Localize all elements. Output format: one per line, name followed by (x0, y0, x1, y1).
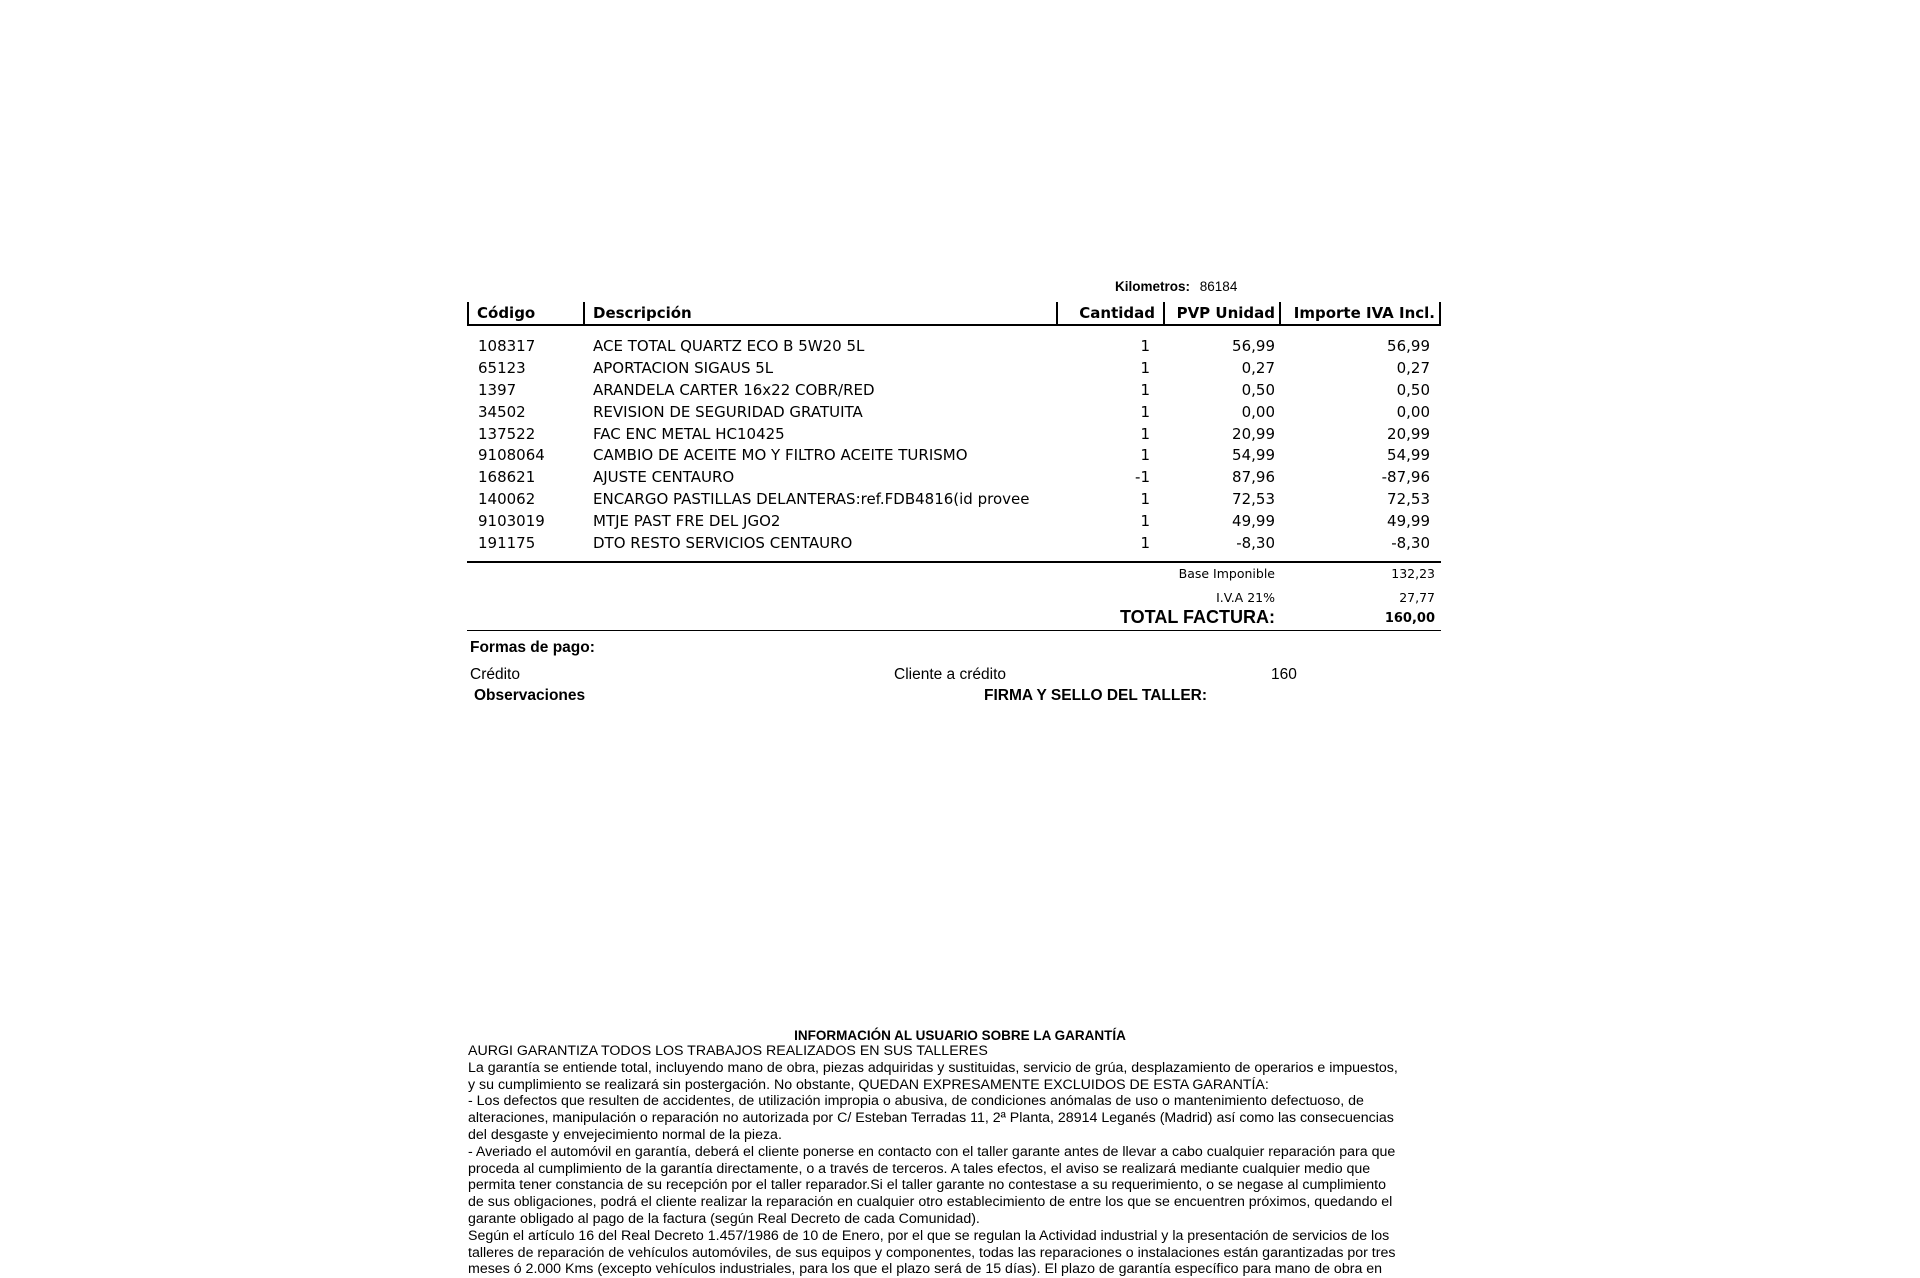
cell-pvp: 0,27 (1241, 358, 1275, 377)
cell-codigo: 140062 (478, 490, 536, 509)
table-row (467, 489, 1441, 511)
guarantee-text (468, 1043, 1473, 1278)
cell-importe: 0,50 (1396, 380, 1430, 399)
cell-importe: 49,99 (1387, 512, 1430, 531)
formas-de-pago-title: Formas de pago: (470, 639, 595, 656)
cell-importe: -8,30 (1391, 534, 1430, 553)
cell-descripcion: ENCARGO PASTILLAS DELANTERAS:ref.FDB4816(id provee (593, 490, 1030, 509)
cell-codigo: 9108064 (478, 446, 545, 465)
guarantee-line: del desgaste y envejecimiento normal de la pieza. (468, 1126, 782, 1143)
table-row (467, 380, 1441, 402)
cell-cantidad: 1 (1140, 490, 1150, 509)
iva-label: I.V.A 21% (1216, 590, 1275, 605)
header-divider (467, 302, 469, 324)
payment-method: Crédito (470, 666, 520, 683)
cell-codigo: 168621 (478, 468, 536, 487)
cell-importe: 54,99 (1387, 446, 1430, 465)
guarantee-line: AURGI GARANTIZA TODOS LOS TRABAJOS REALIZADOS EN SUS TALLERES (468, 1043, 988, 1059)
cell-pvp: 20,99 (1232, 424, 1275, 443)
iva-value: 27,77 (1399, 590, 1435, 605)
cell-codigo: 34502 (478, 402, 526, 421)
cell-codigo: 191175 (478, 534, 536, 553)
cell-importe: -87,96 (1381, 468, 1430, 487)
cell-codigo: 137522 (478, 424, 536, 443)
guarantee-line: Según el artículo 16 del Real Decreto 1.457/1986 de 10 de Enero, por el que se regulan la Actividad industrial y la presentación de servicios de los (468, 1227, 1390, 1244)
cell-descripcion: CAMBIO DE ACEITE MO Y FILTRO ACEITE TURISMO (593, 446, 968, 465)
cell-cantidad: 1 (1140, 402, 1150, 421)
table-row (467, 533, 1441, 555)
cell-codigo: 9103019 (478, 512, 545, 531)
table-row (467, 336, 1441, 358)
cell-pvp: -8,30 (1236, 534, 1275, 553)
payment-amount: 160 (1271, 666, 1297, 683)
cell-cantidad: 1 (1140, 337, 1150, 355)
cell-importe: 72,53 (1387, 490, 1430, 509)
table-row (467, 358, 1441, 380)
header-cantidad: Cantidad (1079, 304, 1155, 322)
cell-descripcion: MTJE PAST FRE DEL JGO2 (593, 512, 781, 531)
header-divider (583, 302, 585, 324)
table-row (467, 445, 1441, 467)
header-descripcion: Descripción (593, 304, 692, 322)
guarantee-line: meses ó 2.000 Kms (excepto vehículos industriales, para los que el plazo será de 15 días). El plazo de garantía específico para mano de obra en (468, 1261, 1383, 1278)
kilometros-value: 86184 (1199, 279, 1238, 294)
cell-pvp: 0,00 (1241, 402, 1275, 421)
cell-pvp: 72,53 (1232, 490, 1275, 509)
cell-descripcion: DTO RESTO SERVICIOS CENTAURO (593, 534, 853, 553)
header-divider (1439, 302, 1441, 324)
cell-pvp: 54,99 (1232, 446, 1275, 465)
cell-importe: 0,00 (1396, 402, 1430, 421)
guarantee-line: y su cumplimiento se realizará sin postergación. No obstante, QUEDAN EXPRESAMENTE EXCLUIDOS DE ESTA GARANTÍA: (468, 1076, 1269, 1093)
totals-divider (467, 561, 1441, 563)
firma-label: FIRMA Y SELLO DEL TALLER: (984, 687, 1208, 704)
guarantee-line: alteraciones, manipulación o reparación no autorizada por C/ Esteban Terradas 11, 2ª Planta, 28914 Leganés (Madrid) así como las consecuencias (468, 1110, 1394, 1127)
table-row (467, 511, 1441, 533)
base-imponible-label: Base Imponible (1178, 566, 1275, 581)
guarantee-line: garante obligado al pago de la factura (según Real Decreto de cada Comunidad). (468, 1210, 980, 1227)
observaciones-label: Observaciones (474, 687, 586, 704)
guarantee-line: de sus obligaciones, podrá el cliente realizar la reparación en cualquier otro establecimiento de entre los que se encuentren próximos, quedando el (468, 1194, 1393, 1211)
cell-descripcion: ARANDELA CARTER 16x22 COBR/RED (593, 380, 875, 399)
header-divider (1056, 302, 1058, 324)
guarantee-line: - Los defectos que resulten de accidentes, de utilización impropia o abusiva, de condiciones anómalas de uso o mantenimiento defectuoso, de (468, 1093, 1364, 1110)
header-pvp: PVP Unidad (1176, 304, 1275, 322)
guarantee-line: permita tener constancia de su recepción por el taller reparador.Si el taller garante no contestase a su requerimiento, o se negase al cumplimiento (468, 1177, 1386, 1194)
cell-descripcion: ACE TOTAL QUARTZ ECO B 5W20 5L (593, 337, 865, 355)
total-factura-label: TOTAL FACTURA: (1120, 607, 1275, 627)
cell-cantidad: 1 (1140, 534, 1150, 553)
cell-descripcion: REVISION DE SEGURIDAD GRATUITA (593, 402, 863, 421)
total-factura-value: 160,00 (1384, 611, 1435, 626)
kilometros (1115, 279, 1237, 294)
cell-pvp: 87,96 (1232, 468, 1275, 487)
table-row (467, 402, 1441, 424)
table-row (467, 467, 1441, 489)
guarantee-line: La garantía se entiende total, incluyendo mano de obra, piezas adquiridas y sustituidas, servicio de grúa, desplazamiento de operarios e impuestos, (468, 1059, 1398, 1076)
base-imponible-value: 132,23 (1391, 566, 1435, 581)
cell-descripcion: AJUSTE CENTAURO (593, 468, 735, 487)
invoice-table (467, 302, 1441, 555)
payment-divider (467, 630, 1441, 631)
kilometros-label: Kilometros: (1115, 279, 1191, 294)
cell-pvp: 0,50 (1241, 380, 1275, 399)
header-divider (1163, 302, 1165, 324)
cell-cantidad: 1 (1140, 446, 1150, 465)
payment-client: Cliente a crédito (894, 666, 1007, 683)
guarantee-line: proceda al cumplimiento de la garantía directamente, o a través de terceros. A tales efectos, el aviso se realizará mediante cualquier medio que (468, 1160, 1371, 1177)
guarantee-line: talleres de reparación de vehículos automóviles, de sus equipos y componentes, todas las reparaciones o instalaciones están garantizadas por tres (468, 1244, 1396, 1261)
cell-codigo: 1397 (478, 380, 517, 399)
cell-descripcion: FAC ENC METAL HC10425 (593, 424, 785, 443)
cell-cantidad: 1 (1140, 380, 1150, 399)
cell-descripcion: APORTACION SIGAUS 5L (593, 358, 774, 377)
cell-importe: 0,27 (1396, 358, 1430, 377)
cell-importe: 56,99 (1387, 337, 1430, 355)
cell-codigo: 108317 (478, 337, 536, 355)
cell-cantidad: 1 (1140, 424, 1150, 443)
cell-pvp: 56,99 (1232, 337, 1275, 355)
cell-pvp: 49,99 (1232, 512, 1275, 531)
table-header (467, 302, 1441, 326)
table-body (467, 336, 1441, 555)
guarantee-line: - Averiado el automóvil en garantía, deberá el cliente ponerse en contacto con el taller garante antes de llevar a cabo cualquier reparación para que (468, 1143, 1396, 1160)
cell-codigo: 65123 (478, 358, 526, 377)
header-divider (1279, 302, 1281, 324)
cell-importe: 20,99 (1387, 424, 1430, 443)
header-importe: Importe IVA Incl. (1293, 304, 1435, 322)
table-row (467, 424, 1441, 446)
guarantee-title-text: INFORMACIÓN AL USUARIO SOBRE LA GARANTÍA (794, 1028, 1126, 1043)
cell-cantidad: 1 (1140, 512, 1150, 531)
cell-cantidad: 1 (1140, 358, 1150, 377)
header-codigo: Código (477, 304, 536, 322)
guarantee-title (0, 1028, 1920, 1043)
cell-cantidad: -1 (1135, 468, 1150, 487)
